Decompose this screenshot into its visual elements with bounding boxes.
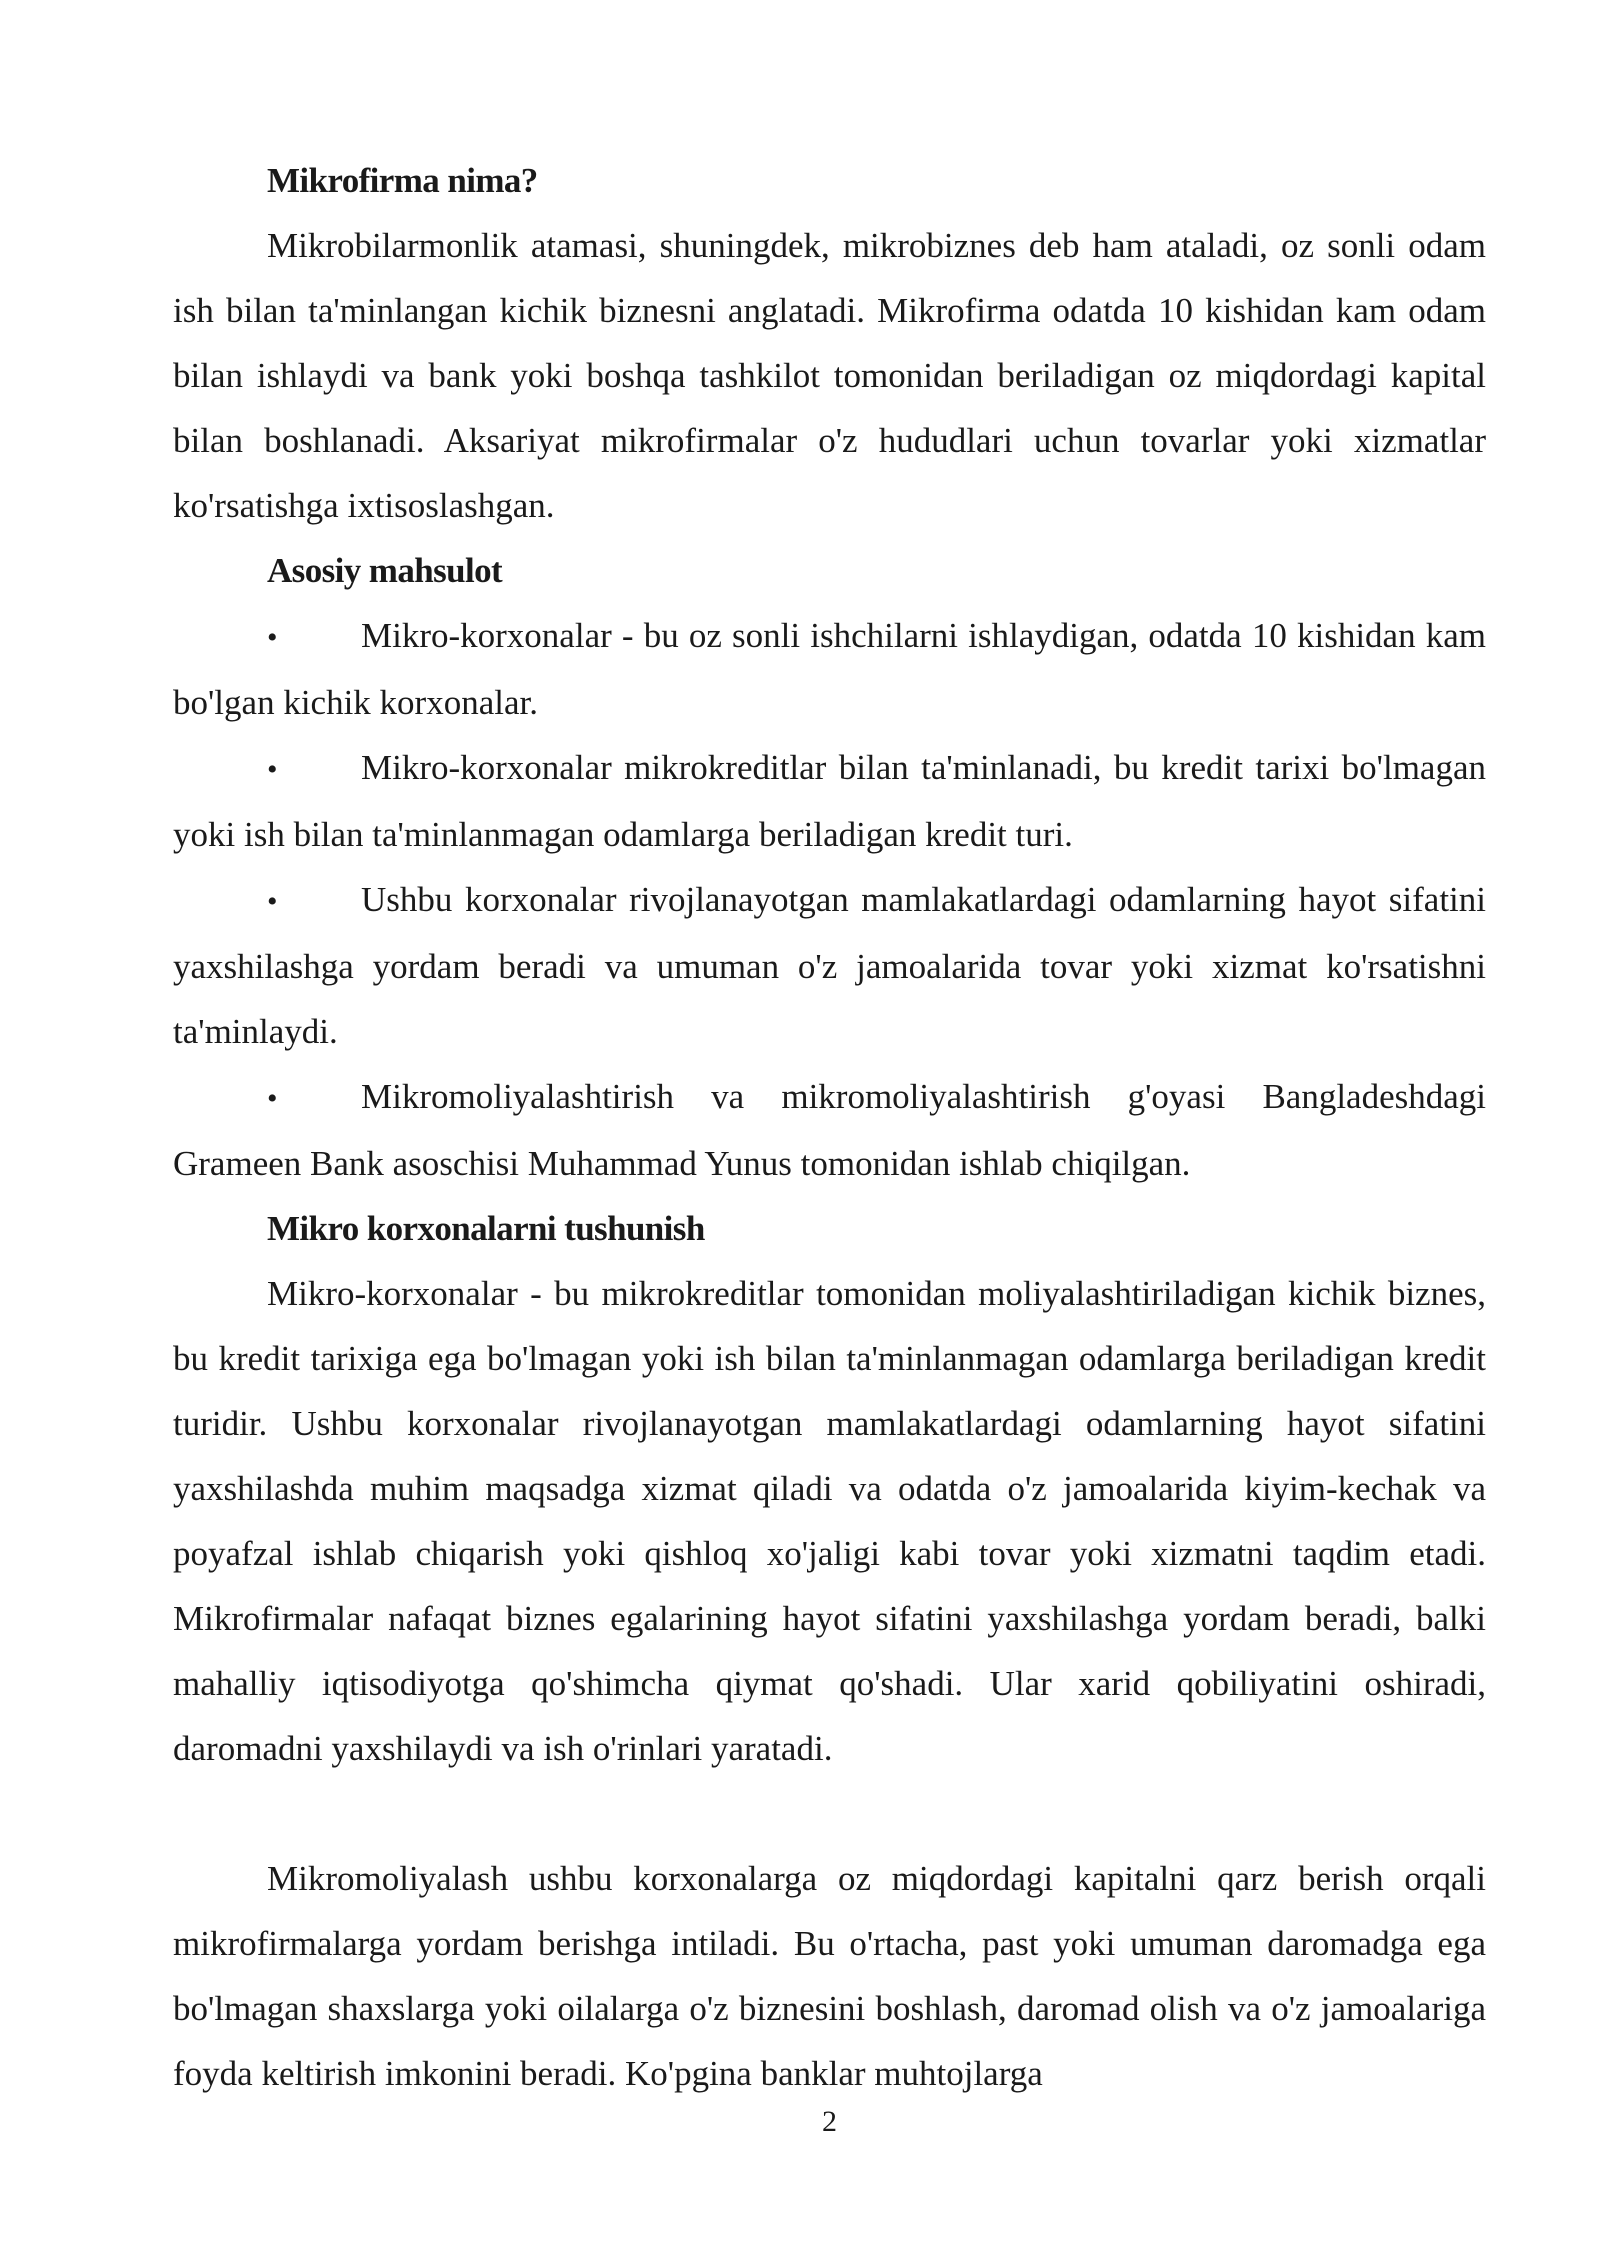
bullet-item — [173, 735, 1486, 867]
bullet-text: Mikro-korxonalar - bu oz sonli ishchilarni ishlaydigan, odatda 10 kishidan kam bo'lgan kichik korxonalar. — [173, 616, 1486, 722]
bullet-icon: • — [267, 621, 278, 654]
blank-line — [173, 1781, 1486, 1846]
section-heading-asosiy: Asosiy mahsulot — [267, 551, 503, 590]
section-heading-tushunish: Mikro korxonalarni tushunish — [267, 1209, 705, 1248]
bullet-icon: • — [267, 1082, 278, 1115]
bullet-item — [173, 867, 1486, 1064]
paragraph-understanding: Mikro-korxonalar - bu mikrokreditlar tomonidan moliyalashtiriladigan kichik biznes, bu kredit tarixiga ega bo'lmagan yoki ish bilan ta'minlanmagan odamlarga beriladigan kredit turidir. Ushbu korxonalar rivojlanayotgan mamlakatlardagi odamlarning hayot sifatini yaxshilashda muhim maqsadga xizmat qiladi va odatda o'z jamoalarida kiyim-kechak va poyafzal ishlab chiqarish yoki qishloq xo'jaligi kabi tovar yoki xizmatni taqdim etadi. Mikrofirmalar nafaqat biznes egalarining hayot sifatini yaxshilashga yordam beradi, balki mahalliy iqtisodiyotga qo'shimcha qiymat qo'shadi. Ular xarid qobiliyatini oshiradi, daromadni yaxshilaydi va ish o'rinlari yaratadi. — [173, 1274, 1486, 1768]
paragraph-intro: Mikrobilarmonlik atamasi, shuningdek, mikrobiznes deb ham ataladi, oz sonli odam ish bilan ta'minlangan kichik biznesni anglatadi. Mikrofirma odatda 10 kishidan kam odam bilan ishlaydi va bank yoki boshqa tashkilot tomonidan beriladigan oz miqdordagi kapital bilan boshlanadi. Aksariyat mikrofirmalar o'z hududlari uchun tovarlar yoki xizmatlar ko'rsatishga ixtisoslashgan. — [173, 226, 1486, 525]
document-body — [173, 148, 1486, 2106]
paragraph-microfinance: Mikromoliyalash ushbu korxonalarga oz miqdordagi kapitalni qarz berish orqali mikrofirmalarga yordam berishga intiladi. Bu o'rtacha, past yoki umuman daromadga ega bo'lmagan shaxslarga yoki oilalarga o'z biznesini boshlash, daromad olish va o'z jamoalariga foyda keltirish imkonini beradi. Ko'pgina banklar muhtojlarga — [173, 1859, 1486, 2093]
bullet-item — [173, 1064, 1486, 1196]
bullet-text: Mikromoliyalashtirish va mikromoliyalashtirish g'oyasi Bangladeshdagi Grameen Bank asoschisi Muhammad Yunus tomonidan ishlab chiqilgan. — [173, 1077, 1486, 1183]
bullet-item — [173, 603, 1486, 735]
bullet-text: Ushbu korxonalar rivojlanayotgan mamlakatlardagi odamlarning hayot sifatini yaxshilashga yordam beradi va umuman o'z jamoalarida tovar yoki xizmat ko'rsatishni ta'minlaydi. — [173, 880, 1486, 1051]
page-number: 2 — [822, 2105, 837, 2138]
section-heading-mikrofirma: Mikrofirma nima? — [267, 161, 538, 200]
bullet-icon: • — [267, 753, 278, 786]
bullet-text: Mikro-korxonalar mikrokreditlar bilan ta'minlanadi, bu kredit tarixi bo'lmagan yoki ish bilan ta'minlanmagan odamlarga beriladigan kredit turi. — [173, 748, 1486, 854]
bullet-icon: • — [267, 885, 278, 918]
